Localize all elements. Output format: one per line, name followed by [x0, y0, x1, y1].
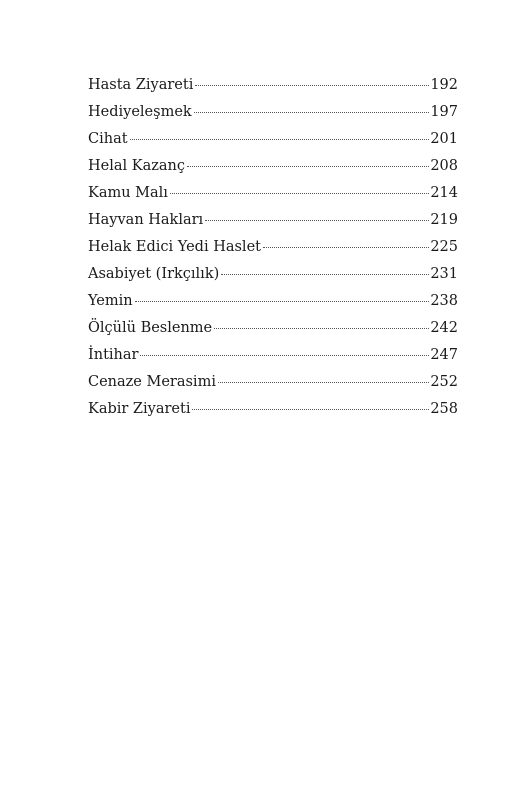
toc-entry-title: Hediyeleşmek — [88, 104, 192, 120]
dot-leader — [194, 112, 430, 113]
toc-entry-page-number: 192 — [430, 77, 458, 93]
table-of-contents — [88, 72, 458, 423]
toc-entry-title: Helak Edici Yedi Haslet — [88, 239, 261, 255]
toc-entry-page-number: 258 — [430, 401, 458, 417]
toc-entry-page-number: 252 — [430, 374, 458, 390]
toc-entry-yemin — [88, 288, 458, 315]
toc-entry-title: Kabir Ziyareti — [88, 401, 191, 417]
toc-entry-page-number: 247 — [430, 347, 458, 363]
toc-entry-kamu-mali — [88, 180, 458, 207]
toc-entry-page-number: 201 — [430, 131, 458, 147]
dot-leader — [187, 166, 429, 167]
toc-entry-page-number: 238 — [430, 293, 458, 309]
dot-leader — [221, 274, 429, 275]
toc-entry-title: Asabiyet (Irkçılık) — [88, 266, 220, 282]
toc-entry-title: Kamu Malı — [88, 185, 168, 201]
dot-leader — [170, 193, 429, 194]
toc-entry-title: Helal Kazanç — [88, 158, 185, 174]
toc-entry-page-number: 214 — [430, 185, 458, 201]
toc-entry-intihar — [88, 342, 458, 369]
toc-entry-title: Hayvan Hakları — [88, 212, 204, 228]
toc-entry-page-number: 231 — [430, 266, 458, 282]
toc-entry-page-number: 219 — [430, 212, 458, 228]
toc-entry-asabiyet — [88, 261, 458, 288]
dot-leader — [135, 301, 430, 302]
toc-entry-title: Ölçülü Beslenme — [88, 320, 213, 336]
toc-entry-page-number: 242 — [430, 320, 458, 336]
toc-entry-title: Cenaze Merasimi — [88, 374, 216, 390]
toc-entry-page-number: 208 — [430, 158, 458, 174]
toc-entry-kabir-ziyareti — [88, 396, 458, 423]
toc-entry-cihat — [88, 126, 458, 153]
toc-entry-page-number: 225 — [430, 239, 458, 255]
dot-leader — [218, 382, 429, 383]
toc-entry-hediyelesmek — [88, 99, 458, 126]
toc-entry-title: İntihar — [88, 347, 139, 363]
dot-leader — [205, 220, 429, 221]
dot-leader — [214, 328, 429, 329]
toc-entry-hayvan-haklari — [88, 207, 458, 234]
dot-leader — [140, 355, 429, 356]
toc-entry-helal-kazanc — [88, 153, 458, 180]
toc-entry-olculu-beslenme — [88, 315, 458, 342]
dot-leader — [130, 139, 430, 140]
toc-entry-title: Cihat — [88, 131, 128, 147]
toc-entry-cenaze-merasimi — [88, 369, 458, 396]
dot-leader — [192, 409, 429, 410]
toc-entry-page-number: 197 — [430, 104, 458, 120]
toc-entry-hasta-ziyareti — [88, 72, 458, 99]
toc-entry-title: Hasta Ziyareti — [88, 77, 194, 93]
dot-leader — [195, 85, 429, 86]
toc-entry-helak-edici-yedi-haslet — [88, 234, 458, 261]
toc-entry-title: Yemin — [88, 293, 133, 309]
dot-leader — [263, 247, 429, 248]
